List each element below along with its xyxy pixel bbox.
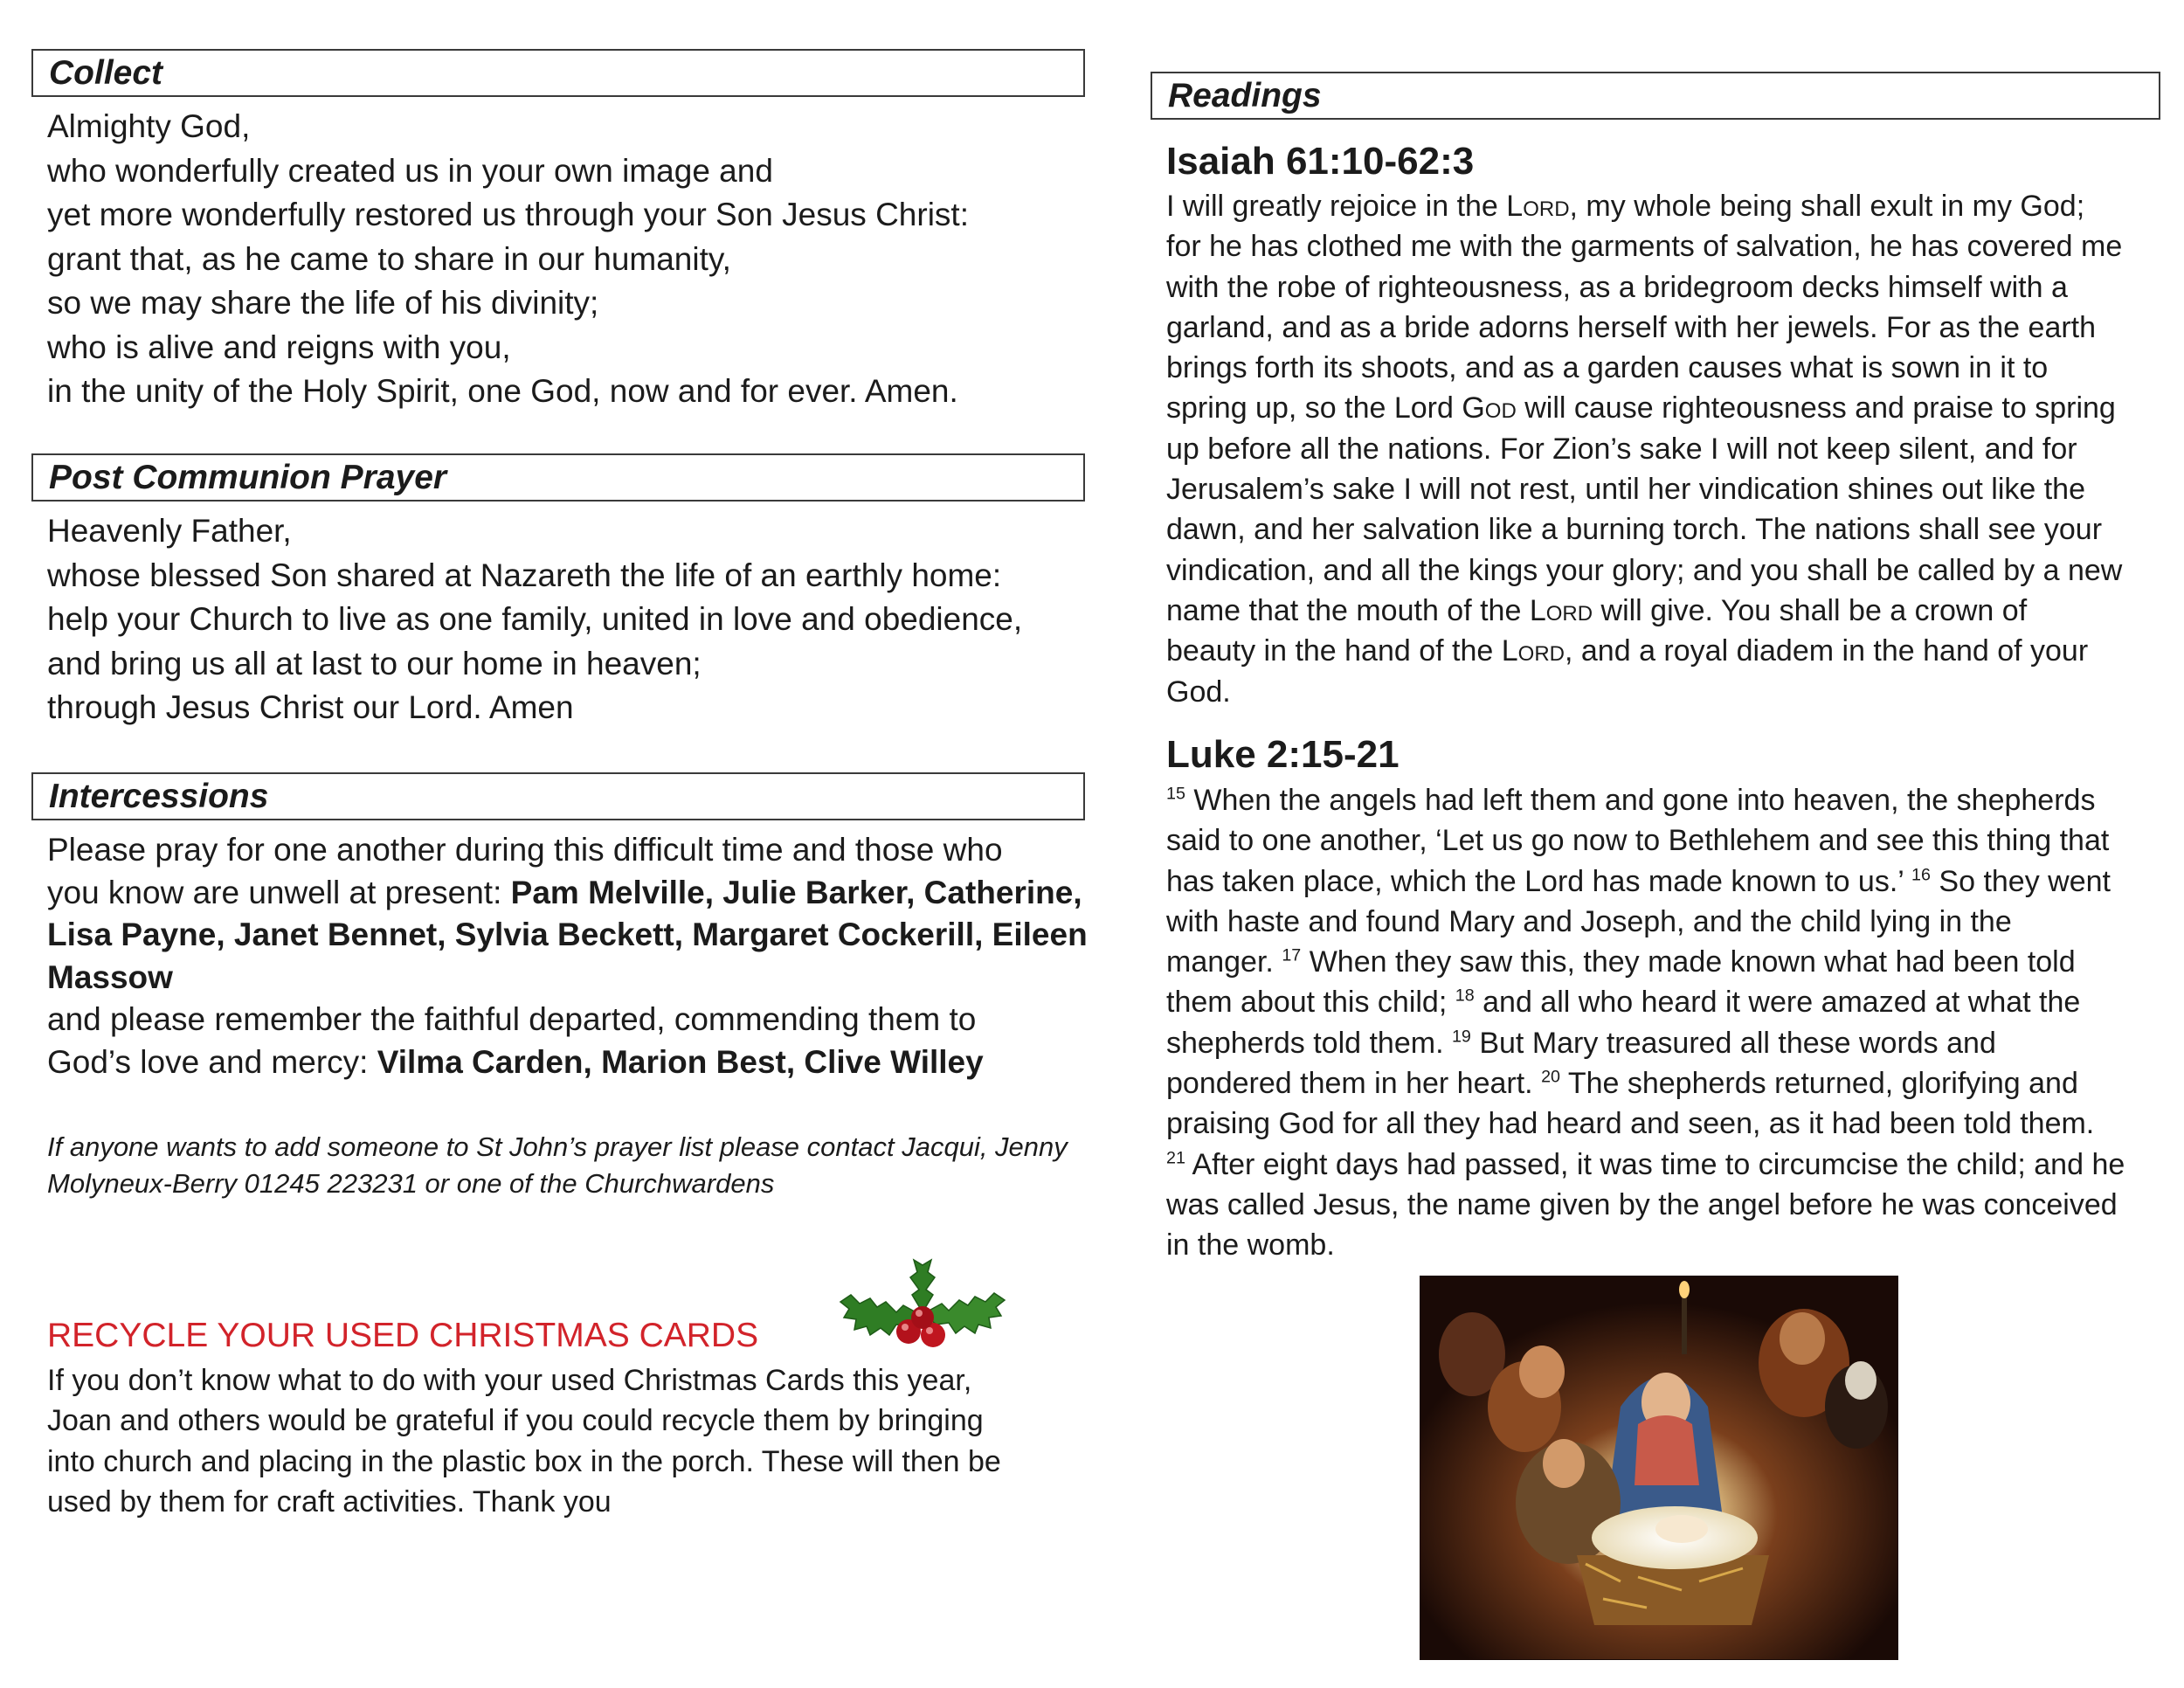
verse-number: 15	[1166, 784, 1185, 804]
intercessions-line	[47, 957, 1088, 1000]
collect-line: who wonderfully created us in your own image and	[47, 152, 773, 189]
verse-number: 19	[1451, 1027, 1471, 1047]
note-line: Molyneux-Berry 01245 223231 or one of the Churchwardens	[47, 1168, 775, 1199]
reading-line: pondered them in her heart. $^{20}$ The shepherds returned, glorifying and	[1166, 1067, 2078, 1101]
reading-line: $^{15}$ When the angels had left them and gone into heaven, the shepherds	[1166, 784, 2096, 817]
prayer-list-note	[47, 1129, 1068, 1202]
collect-text	[47, 105, 969, 414]
post-communion-line: whose blessed Son shared at Nazareth the life of an earthly home:	[47, 557, 1002, 593]
collect-line: so we may share the life of his divinity;	[47, 285, 599, 321]
post-communion-line: Heavenly Father,	[47, 513, 292, 549]
reading-line: in the womb.	[1166, 1228, 1335, 1263]
reading-line: was called Jesus, the name given by the angel before he was conceived	[1166, 1187, 2118, 1221]
collect-line: yet more wonderfully restored us through your Son Jesus Christ:	[47, 197, 969, 232]
reading-line: said to one another, ‘Let us go now to Bethlehem and see this thing that	[1166, 824, 2110, 858]
collect-line: grant that, as he came to share in our humanity,	[47, 240, 731, 277]
reading-line: spring up, so the Lord God will cause righteousness and praise to spring	[1166, 391, 2116, 425]
reading-line: with the robe of righteousness, as a bridegroom decks himself with a	[1166, 270, 2068, 304]
recycle-text	[47, 1360, 1001, 1522]
intercessions-line	[47, 1041, 1088, 1084]
reading-line: God.	[1166, 675, 1231, 709]
post-communion-line: help your Church to live as one family, united in love and obedience,	[47, 601, 1023, 637]
collect-line: who is alive and reigns with you,	[47, 329, 511, 365]
intercessions-plain: God’s love and mercy:	[47, 1043, 377, 1080]
holly-icon	[835, 1255, 1010, 1352]
reading-line: $^{21}$ After eight days had passed, it was time to circumcise the child; and he	[1166, 1147, 2125, 1181]
reading-line: I will greatly rejoice in the Lord, my whole being shall exult in my God;	[1166, 190, 2085, 223]
intercessions-text	[47, 829, 1088, 1084]
note-line: If anyone wants to add someone to St John’s prayer list please contact Jacqui, Jenny	[47, 1131, 1068, 1162]
intercessions-plain: you know are unwell at present:	[47, 874, 511, 910]
reading-line: garland, and as a bride adorns herself with her jewels. For as the earth	[1166, 310, 2097, 344]
verse-number: 18	[1455, 986, 1475, 1007]
recycle-line: If you don’t know what to do with your used Christmas Cards this year,	[47, 1364, 972, 1397]
isaiah-reference: Isaiah 61:10-62:3	[1166, 140, 1475, 183]
reading-line: has taken place, which the Lord has made known to us.’ $^{16}$ So they went	[1166, 864, 2111, 898]
isaiah-text	[1166, 186, 2122, 712]
sick-names: Pam Melville, Julie Barker, Catherine,	[510, 874, 1082, 910]
reading-line: vindication, and all the kings your glory; and you shall be called by a new	[1166, 553, 2123, 587]
collect-line: in the unity of the Holy Spirit, one God, now and for ever. Amen.	[47, 373, 958, 409]
nativity-painting	[1420, 1276, 1898, 1660]
recycle-line: Joan and others would be grateful if you could recycle them by bringing	[47, 1404, 984, 1438]
intercessions-line	[47, 872, 1088, 915]
recycle-line: into church and placing in the plastic box in the porch. These will then be	[47, 1444, 1001, 1478]
reading-line: them about this child; $^{18}$ and all who heard it were amazed at what the	[1166, 986, 2081, 1020]
departed-names: Vilma Carden, Marion Best, Clive Willey	[377, 1043, 984, 1080]
recycle-title: RECYCLE YOUR USED CHRISTMAS CARDS	[47, 1317, 759, 1354]
verse-number: 17	[1282, 945, 1302, 965]
intercessions-line: Please pray for one another during this difficult time and those who	[47, 832, 1003, 868]
sick-names: Lisa Payne, Janet Bennet, Sylvia Beckett, Margaret Cockerill, Eileen	[47, 917, 1088, 953]
recycle-line: used by them for craft activities. Thank you	[47, 1484, 612, 1519]
reading-line: up before all the nations. For Zion’s sake I will not keep silent, and for	[1166, 432, 2077, 466]
reading-line: with haste and found Mary and Joseph, and the child lying in the	[1166, 904, 2012, 938]
intercessions-line: and please remember the faithful departed, commending them to	[47, 1001, 977, 1038]
verse-number: 20	[1541, 1067, 1560, 1087]
verse-number: 21	[1166, 1148, 1185, 1168]
reading-line: dawn, and her salvation like a burning torch. The nations shall see your	[1166, 513, 2103, 547]
post-communion-text	[47, 509, 1022, 730]
readings-heading: Readings	[1151, 72, 2160, 120]
reading-line: brings forth its shoots, and as a garden causes what is sown in it to	[1166, 351, 2049, 385]
post-communion-heading: Post Communion Prayer	[31, 453, 1085, 502]
reading-line: for he has clothed me with the garments of salvation, he has covered me	[1166, 230, 2123, 264]
collect-line: Almighty God,	[47, 108, 251, 144]
reading-line: Jerusalem’s sake I will not rest, until her vindication shines out like the	[1166, 473, 2085, 507]
reading-line: praising God for all they had heard and seen, as it had been told them.	[1166, 1107, 2095, 1141]
intercessions-heading: Intercessions	[31, 772, 1085, 820]
luke-reference: Luke 2:15-21	[1166, 733, 1400, 776]
reading-line: shepherds told them. $^{19}$ But Mary treasured all these words and	[1166, 1026, 1996, 1060]
reading-line: beauty in the hand of the Lord, and a royal diadem in the hand of your	[1166, 634, 2089, 668]
reading-line: name that the mouth of the Lord will give. You shall be a crown of	[1166, 593, 2028, 627]
post-communion-line: and bring us all at last to our home in heaven;	[47, 645, 702, 681]
post-communion-line: through Jesus Christ our Lord. Amen	[47, 689, 574, 725]
sick-names: Massow	[47, 958, 173, 995]
luke-text	[1166, 780, 2125, 1266]
collect-heading: Collect	[31, 49, 1085, 97]
verse-number: 16	[1911, 865, 1931, 885]
reading-line: manger. $^{17}$ When they saw this, they made known what had been told	[1166, 945, 2076, 979]
intercessions-line	[47, 914, 1088, 957]
